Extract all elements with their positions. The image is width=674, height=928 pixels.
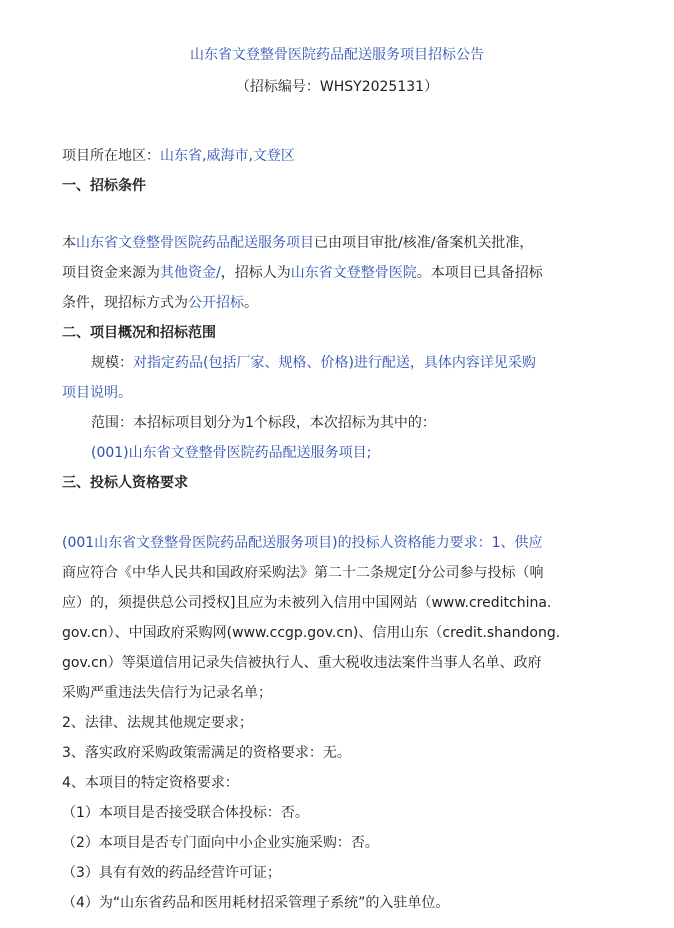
qual-line: 3、落实政府采购政策需满足的资格要求：无。 — [62, 745, 351, 761]
scope-text: 本招标项目划分为1个标段，本次招标为其中的： — [133, 415, 436, 431]
qual-line: （4）为“山东省药品和医用耗材招采管理子系统”的入驻单位。 — [62, 895, 450, 911]
text: ，招标人为 — [220, 265, 291, 281]
project-name: 山东省文登整骨医院药品配送服务项目 — [76, 235, 314, 251]
notice-title: 山东省文登整骨医院药品配送服务项目招标公告 — [190, 47, 484, 63]
section-1-line-1 — [62, 233, 533, 253]
lot-line: (001)山东省文登整骨医院药品配送服务项目; — [91, 445, 372, 461]
text: 。 — [244, 295, 258, 311]
region-value: 山东省,威海市,文登区 — [160, 148, 295, 164]
scale-text: 对指定药品(包括厂家、规格、价格)进行配送，具体内容详见采购 — [133, 355, 536, 371]
text: 已由项目审批/核准/备案机关批准， — [314, 235, 534, 251]
qual-line: 应）的，须提供总公司授权]且应为未被列入信用中国网站（www.creditchina. — [62, 595, 552, 611]
scope-line — [91, 413, 436, 433]
qual-line: gov.cn）等渠道信用记录失信被执行人、重大税收违法案件当事人名单、政府 — [62, 655, 542, 671]
qual-line: （3）具有有效的药品经营许可证； — [62, 865, 281, 881]
text: 条件，现招标方式为 — [62, 295, 188, 311]
qual-line: （2）本项目是否专门面向中小企业实施采购：否。 — [62, 835, 379, 851]
section-1-heading: 一、招标条件 — [62, 178, 146, 194]
section-1-line-2 — [62, 263, 543, 283]
text: 。本项目已具备招标 — [416, 265, 543, 281]
project-region — [62, 146, 295, 166]
tender-method: 公开招标 — [188, 295, 244, 311]
section-3-heading: 三、投标人资格要求 — [62, 475, 188, 491]
region-label: 项目所在地区： — [62, 148, 160, 164]
qual-line: 2、法律、法规其他规定要求； — [62, 715, 253, 731]
fund-source: 其他资金/ — [160, 265, 221, 281]
qual-line: 采购严重违法失信行为记录名单； — [62, 685, 272, 701]
scale-line-1 — [91, 353, 536, 373]
qual-line: gov.cn）、中国政府采购网(www.ccgp.gov.cn)、信用山东（credit.shandong. — [62, 625, 561, 641]
section-2-heading: 二、项目概况和招标范围 — [62, 325, 216, 341]
scope-label: 范围： — [91, 415, 133, 431]
section-1-line-3 — [62, 293, 258, 313]
scale-label: 规模： — [91, 355, 133, 371]
text: 本 — [62, 235, 76, 251]
qual-line: 4、本项目的特定资格要求： — [62, 775, 239, 791]
qual-line: (001山东省文登整骨医院药品配送服务项目)的投标人资格能力要求：1、供应 — [62, 535, 543, 551]
tender-number: （招标编号：WHSY2025131） — [235, 79, 439, 95]
text: 项目资金来源为 — [62, 265, 160, 281]
qual-line: 商应符合《中华人民共和国政府采购法》第二十二条规定[分公司参与投标（响 — [62, 565, 544, 581]
scale-line-2: 项目说明。 — [62, 385, 132, 401]
tenderer: 山东省文登整骨医院 — [290, 265, 417, 281]
qual-line: （1）本项目是否接受联合体投标：否。 — [62, 805, 309, 821]
